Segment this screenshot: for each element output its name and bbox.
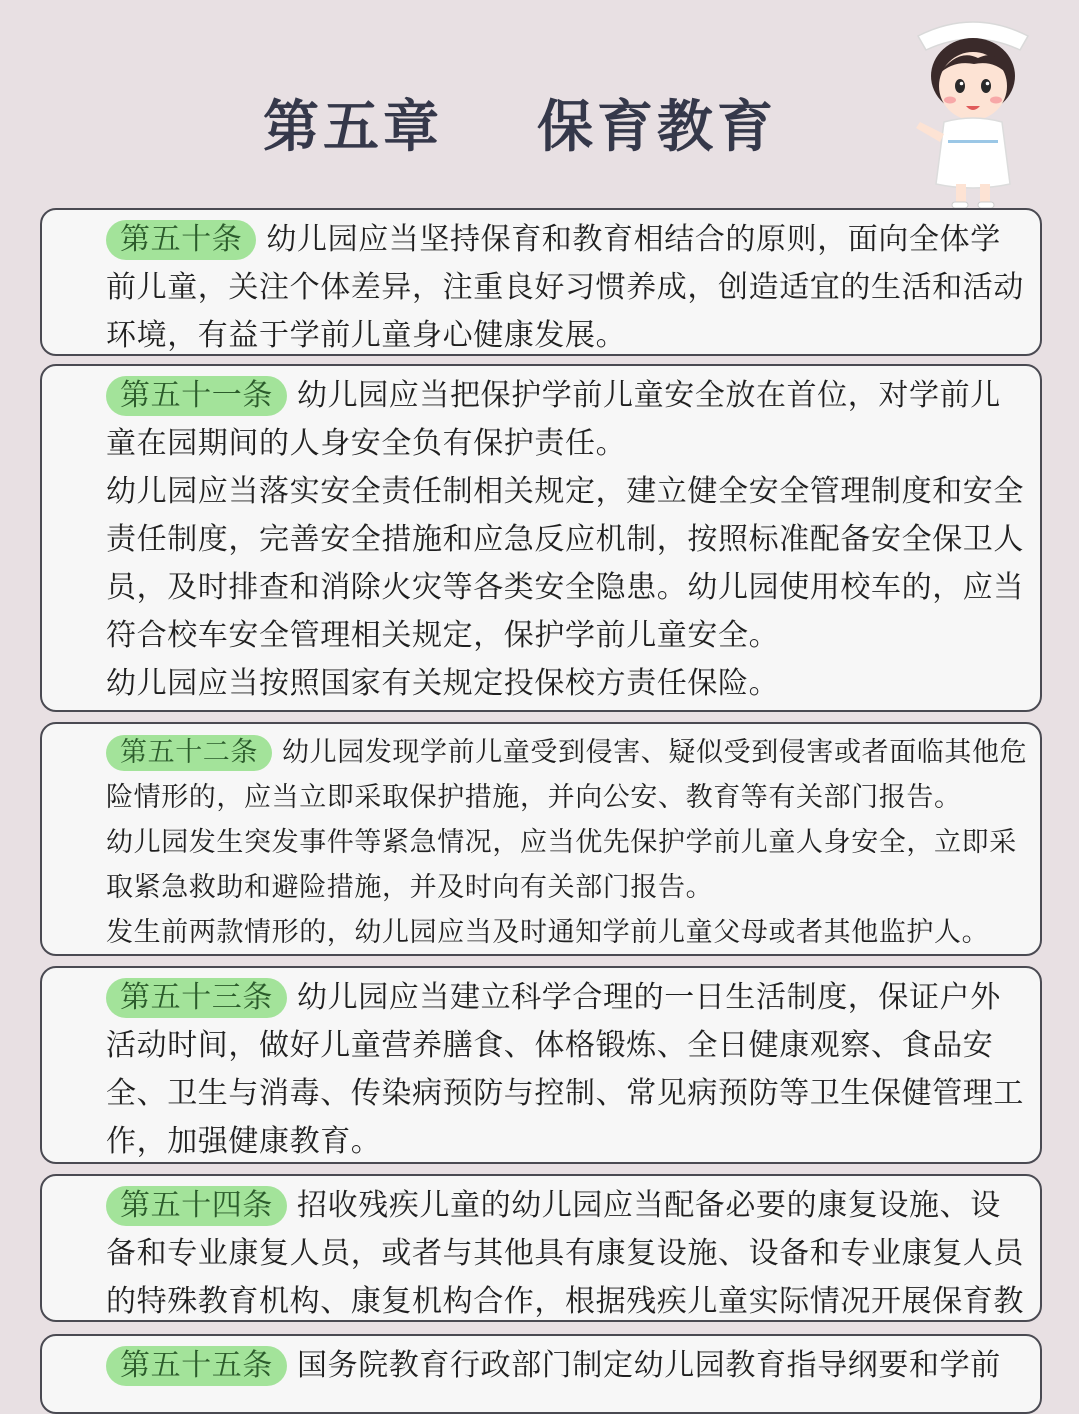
article-text: 幼儿园应当建立科学合理的一日生活制度，保证户外活动时间，做好儿童营养膳食、体格锻炼、全日健康观察、食品安全、卫生与消毒、传染病预防与控制、常见病预防等卫生保健管理工作，加强健康教育。 <box>106 980 1024 1159</box>
article-card-50 <box>40 208 1042 356</box>
article-paragraph: 发生前两款情形的，幼儿园应当及时通知学前儿童父母或者其他监护人。 <box>106 917 990 948</box>
article-paragraph: 幼儿园应当落实安全责任制相关规定，建立健全安全管理制度和安全责任制度，完善安全措施和应急反应机制，按照标准配备安全保卫人员，及时排查和消除火灾等各类安全隐患。幼儿园使用校车的，应当符合校车安全管理相关规定，保护学前儿童安全。 <box>106 474 1024 653</box>
article-text: 幼儿园应当坚持保育和教育相结合的原则，面向全体学前儿童，关注个体差异，注重良好习惯养成，创造适宜的生活和活动环境，有益于学前儿童身心健康发展。 <box>106 222 1024 353</box>
article-paragraph <box>46 1342 1030 1390</box>
article-paragraph: 幼儿园发生突发事件等紧急情况，应当优先保护学前儿童人身安全，立即采取紧急救助和避险措施，并及时向有关部门报告。 <box>106 827 1017 903</box>
article-label: 第五十条 <box>106 220 256 260</box>
chapter-title: 第五章 保育教育 <box>263 95 777 160</box>
article-label: 第五十一条 <box>106 376 287 416</box>
article-text: 幼儿园发现学前儿童受到侵害、疑似受到侵害或者面临其他危险情形的，应当立即采取保护措施，并向公安、教育等有关部门报告。 <box>106 737 1028 813</box>
article-card-55 <box>40 1334 1042 1414</box>
article-paragraph <box>46 1182 1030 1322</box>
article-text: 幼儿园应当把保护学前儿童安全放在首位，对学前儿童在园期间的人身安全负有保护责任。 <box>106 378 1001 461</box>
article-card-53 <box>40 966 1042 1164</box>
article-label: 第五十三条 <box>106 978 287 1018</box>
nurse-mascot-illustration <box>908 14 1038 210</box>
article-card-54 <box>40 1174 1042 1322</box>
article-paragraph <box>46 216 1030 356</box>
article-label: 第五十二条 <box>106 735 272 771</box>
article-card-51 <box>40 364 1042 712</box>
article-text: 招收残疾儿童的幼儿园应当配备必要的康复设施、设备和专业康复人员，或者与其他具有康复设施、设备和专业康复人员的特殊教育机构、康复机构合作，根据残疾儿童实际情况开展保育教 <box>106 1188 1024 1319</box>
article-paragraph <box>46 974 1030 1164</box>
article-paragraph: 幼儿园应当按照国家有关规定投保校方责任保险。 <box>106 666 780 701</box>
article-label: 第五十四条 <box>106 1186 287 1226</box>
article-paragraph <box>46 730 1030 820</box>
article-text: 国务院教育行政部门制定幼儿园教育指导纲要和学前 <box>297 1348 1001 1383</box>
article-paragraph <box>46 372 1030 468</box>
article-label: 第五十五条 <box>106 1346 287 1386</box>
article-card-52 <box>40 722 1042 956</box>
